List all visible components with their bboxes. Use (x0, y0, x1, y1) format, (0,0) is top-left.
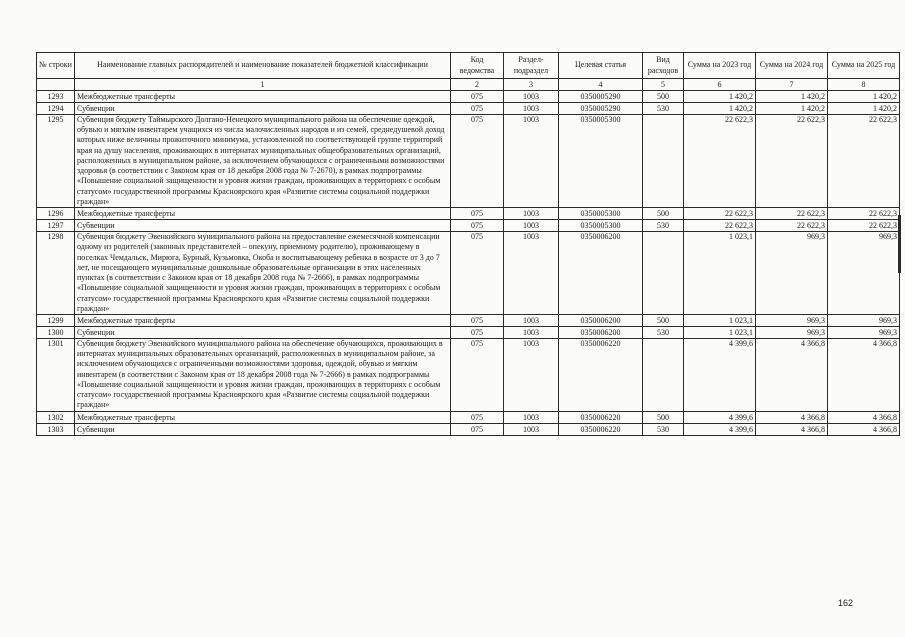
cell-section: 1003 (504, 326, 559, 338)
cell-sum-2024: 22 622,3 (756, 208, 828, 220)
cell-sum-2023: 22 622,3 (684, 208, 756, 220)
cell-target-item: 0350006200 (559, 232, 643, 315)
cell-sum-2023: 1 023,1 (684, 232, 756, 315)
cell-name: Межбюджетные трансферты (75, 314, 451, 326)
cell-sum-2023: 1 420,2 (684, 91, 756, 103)
cell-target-item: 0350006220 (559, 338, 643, 411)
cell-section: 1003 (504, 423, 559, 435)
header-target-item: Целевая статья (559, 53, 643, 79)
cell-expense-kind: 530 (643, 423, 684, 435)
cell-name: Межбюджетные трансферты (75, 208, 451, 220)
cell-row-number: 1297 (37, 220, 75, 232)
cell-expense-kind: 500 (643, 411, 684, 423)
cell-expense-kind: 530 (643, 326, 684, 338)
table-row (37, 115, 900, 208)
cell-target-item: 0350006200 (559, 326, 643, 338)
cell-sum-2024: 4 366,8 (756, 338, 828, 411)
cell-expense-kind (643, 338, 684, 411)
cell-row-number: 1296 (37, 208, 75, 220)
cell-name: Субвенция бюджету Эвенкийского муниципального района на обеспечение обучающихся, проживающих в интернатах муниципальных образовательных организаций, расположенных в муниципальном районе, за исключением обучающихся с ограниченными возможностями здоровья, одеждой, обувью и мягким инвентарем (в соответствии с Законом края от 18 декабря 2008 года № 7-2666) в рамках подпрограммы «Повышение социальной защищенности и уровня жизни граждан, проживающих в территориях с особым статусом» государственной программы Красноярского края «Развитие системы социальной поддержки граждан» (75, 338, 451, 411)
cell-target-item: 0350005290 (559, 103, 643, 115)
cell-section: 1003 (504, 232, 559, 315)
cell-sum-2024: 22 622,3 (756, 220, 828, 232)
cell-section: 1003 (504, 91, 559, 103)
cell-expense-kind: 530 (643, 220, 684, 232)
column-number: 2 (451, 79, 504, 91)
cell-section: 1003 (504, 314, 559, 326)
cell-target-item: 0350006220 (559, 411, 643, 423)
header-sum-2023: Сумма на 2023 год (684, 53, 756, 79)
scan-edge-mark (898, 215, 901, 273)
cell-name: Субвенция бюджету Таймырского Долгано-Ненецкого муниципального района на обеспечение одеждой, обувью и мягким инвентарем учащихся из числа малочисленных народов и из семей, среднедушевой доход которых ниже величины прожиточного минимума, установленной по соответствующей группе территорий края на душу населения, проживающих в интернатах муниципальных общеобразовательных организаций, расположенных в муниципальном районе, за исключением обучающихся с ограниченными возможностями здоровья (в соответствии с Законом края от 18 декабря 2008 года № 7-2670), в рамках подпрограммы «Повышение социальной защищенности и уровня жизни граждан, проживающих в территориях с особым статусом» государственной программы Красноярского края «Развитие системы социальной поддержки граждан» (75, 115, 451, 208)
table-row (37, 91, 900, 103)
table-row (37, 411, 900, 423)
cell-sum-2025: 22 622,3 (828, 208, 900, 220)
header-sum-2025: Сумма на 2025 год (828, 53, 900, 79)
cell-dept-code: 075 (451, 338, 504, 411)
header-name: Наименование главных распорядителей и наименование показателей бюджетной классификации (75, 53, 451, 79)
cell-name: Субвенция бюджету Эвенкийского муниципального района на предоставление ежемесячной компенсации одному из родителей (законных представителей – опекуну, приемному родителю), проживающему в поселках Чемдальск, Мирюга, Бурный, Кузьмовка, Окоба и воспитывающему ребенка в возрасте от 3 до 7 лет, не посещающего муниципальные дошкольные образовательные организации в этих населенных пунктах (в соответствии с Законом края от 18 декабря 2008 года № 7-2666), в рамках подпрограммы «Повышение социальной защищенности и уровня жизни граждан, проживающих в территориях с особым статусом» государственной программы Красноярского края «Развитие системы социальной поддержки граждан» (75, 232, 451, 315)
cell-sum-2024: 4 366,8 (756, 411, 828, 423)
cell-name: Субвенции (75, 103, 451, 115)
cell-dept-code: 075 (451, 326, 504, 338)
cell-name: Межбюджетные трансферты (75, 411, 451, 423)
budget-table (36, 52, 900, 436)
cell-sum-2023: 4 399,6 (684, 411, 756, 423)
column-number: 4 (559, 79, 643, 91)
header-row-number: № строки (37, 53, 75, 79)
column-number (37, 79, 75, 91)
cell-dept-code: 075 (451, 103, 504, 115)
table-row (37, 423, 900, 435)
cell-sum-2024: 1 420,2 (756, 103, 828, 115)
header-expense-kind: Вид расходов (643, 53, 684, 79)
cell-sum-2023: 1 420,2 (684, 103, 756, 115)
cell-sum-2025: 1 420,2 (828, 103, 900, 115)
cell-expense-kind: 530 (643, 103, 684, 115)
cell-section: 1003 (504, 103, 559, 115)
cell-expense-kind (643, 115, 684, 208)
cell-row-number: 1301 (37, 338, 75, 411)
cell-dept-code: 075 (451, 232, 504, 315)
cell-row-number: 1302 (37, 411, 75, 423)
cell-sum-2025: 4 366,8 (828, 338, 900, 411)
cell-sum-2024: 1 420,2 (756, 91, 828, 103)
cell-name: Субвенции (75, 326, 451, 338)
cell-dept-code: 075 (451, 411, 504, 423)
cell-section: 1003 (504, 411, 559, 423)
cell-sum-2025: 1 420,2 (828, 91, 900, 103)
cell-sum-2025: 4 366,8 (828, 411, 900, 423)
cell-section: 1003 (504, 115, 559, 208)
cell-sum-2023: 1 023,1 (684, 314, 756, 326)
cell-sum-2025: 22 622,3 (828, 220, 900, 232)
cell-sum-2024: 969,3 (756, 326, 828, 338)
cell-section: 1003 (504, 208, 559, 220)
cell-dept-code: 075 (451, 423, 504, 435)
cell-sum-2024: 969,3 (756, 314, 828, 326)
table-row (37, 314, 900, 326)
table-row (37, 220, 900, 232)
table-row (37, 103, 900, 115)
cell-sum-2024: 969,3 (756, 232, 828, 315)
header-sum-2024: Сумма на 2024 год (756, 53, 828, 79)
cell-row-number: 1298 (37, 232, 75, 315)
cell-expense-kind (643, 232, 684, 315)
cell-row-number: 1300 (37, 326, 75, 338)
cell-expense-kind: 500 (643, 91, 684, 103)
cell-sum-2025: 22 622,3 (828, 115, 900, 208)
cell-sum-2024: 4 366,8 (756, 423, 828, 435)
cell-target-item: 0350005300 (559, 115, 643, 208)
table-header-row (37, 53, 900, 79)
table-row (37, 326, 900, 338)
cell-target-item: 0350005300 (559, 220, 643, 232)
cell-row-number: 1299 (37, 314, 75, 326)
cell-sum-2023: 22 622,3 (684, 220, 756, 232)
cell-section: 1003 (504, 220, 559, 232)
cell-row-number: 1293 (37, 91, 75, 103)
cell-sum-2024: 22 622,3 (756, 115, 828, 208)
cell-target-item: 0350006200 (559, 314, 643, 326)
cell-target-item: 0350005290 (559, 91, 643, 103)
column-number: 5 (643, 79, 684, 91)
budget-table-sheet (36, 52, 900, 436)
cell-sum-2025: 969,3 (828, 314, 900, 326)
cell-sum-2023: 4 399,6 (684, 423, 756, 435)
column-number: 7 (756, 79, 828, 91)
cell-dept-code: 075 (451, 220, 504, 232)
cell-dept-code: 075 (451, 314, 504, 326)
cell-sum-2025: 969,3 (828, 326, 900, 338)
cell-row-number: 1295 (37, 115, 75, 208)
cell-name: Субвенции (75, 220, 451, 232)
page-number: 162 (838, 598, 854, 608)
cell-row-number: 1303 (37, 423, 75, 435)
column-number: 1 (75, 79, 451, 91)
cell-section: 1003 (504, 338, 559, 411)
column-number: 8 (828, 79, 900, 91)
cell-expense-kind: 500 (643, 314, 684, 326)
column-number-row (37, 79, 900, 91)
table-row (37, 232, 900, 315)
cell-sum-2023: 22 622,3 (684, 115, 756, 208)
header-dept-code: Код ведомства (451, 53, 504, 79)
column-number: 6 (684, 79, 756, 91)
cell-sum-2025: 969,3 (828, 232, 900, 315)
cell-sum-2023: 1 023,1 (684, 326, 756, 338)
cell-row-number: 1294 (37, 103, 75, 115)
cell-dept-code: 075 (451, 91, 504, 103)
cell-expense-kind: 500 (643, 208, 684, 220)
column-number: 3 (504, 79, 559, 91)
cell-name: Межбюджетные трансферты (75, 91, 451, 103)
cell-target-item: 0350006220 (559, 423, 643, 435)
cell-target-item: 0350005300 (559, 208, 643, 220)
cell-name: Субвенции (75, 423, 451, 435)
header-section: Раздел-подраздел (504, 53, 559, 79)
cell-sum-2023: 4 399,6 (684, 338, 756, 411)
table-row (37, 208, 900, 220)
table-row (37, 338, 900, 411)
cell-dept-code: 075 (451, 115, 504, 208)
cell-sum-2025: 4 366,8 (828, 423, 900, 435)
cell-dept-code: 075 (451, 208, 504, 220)
